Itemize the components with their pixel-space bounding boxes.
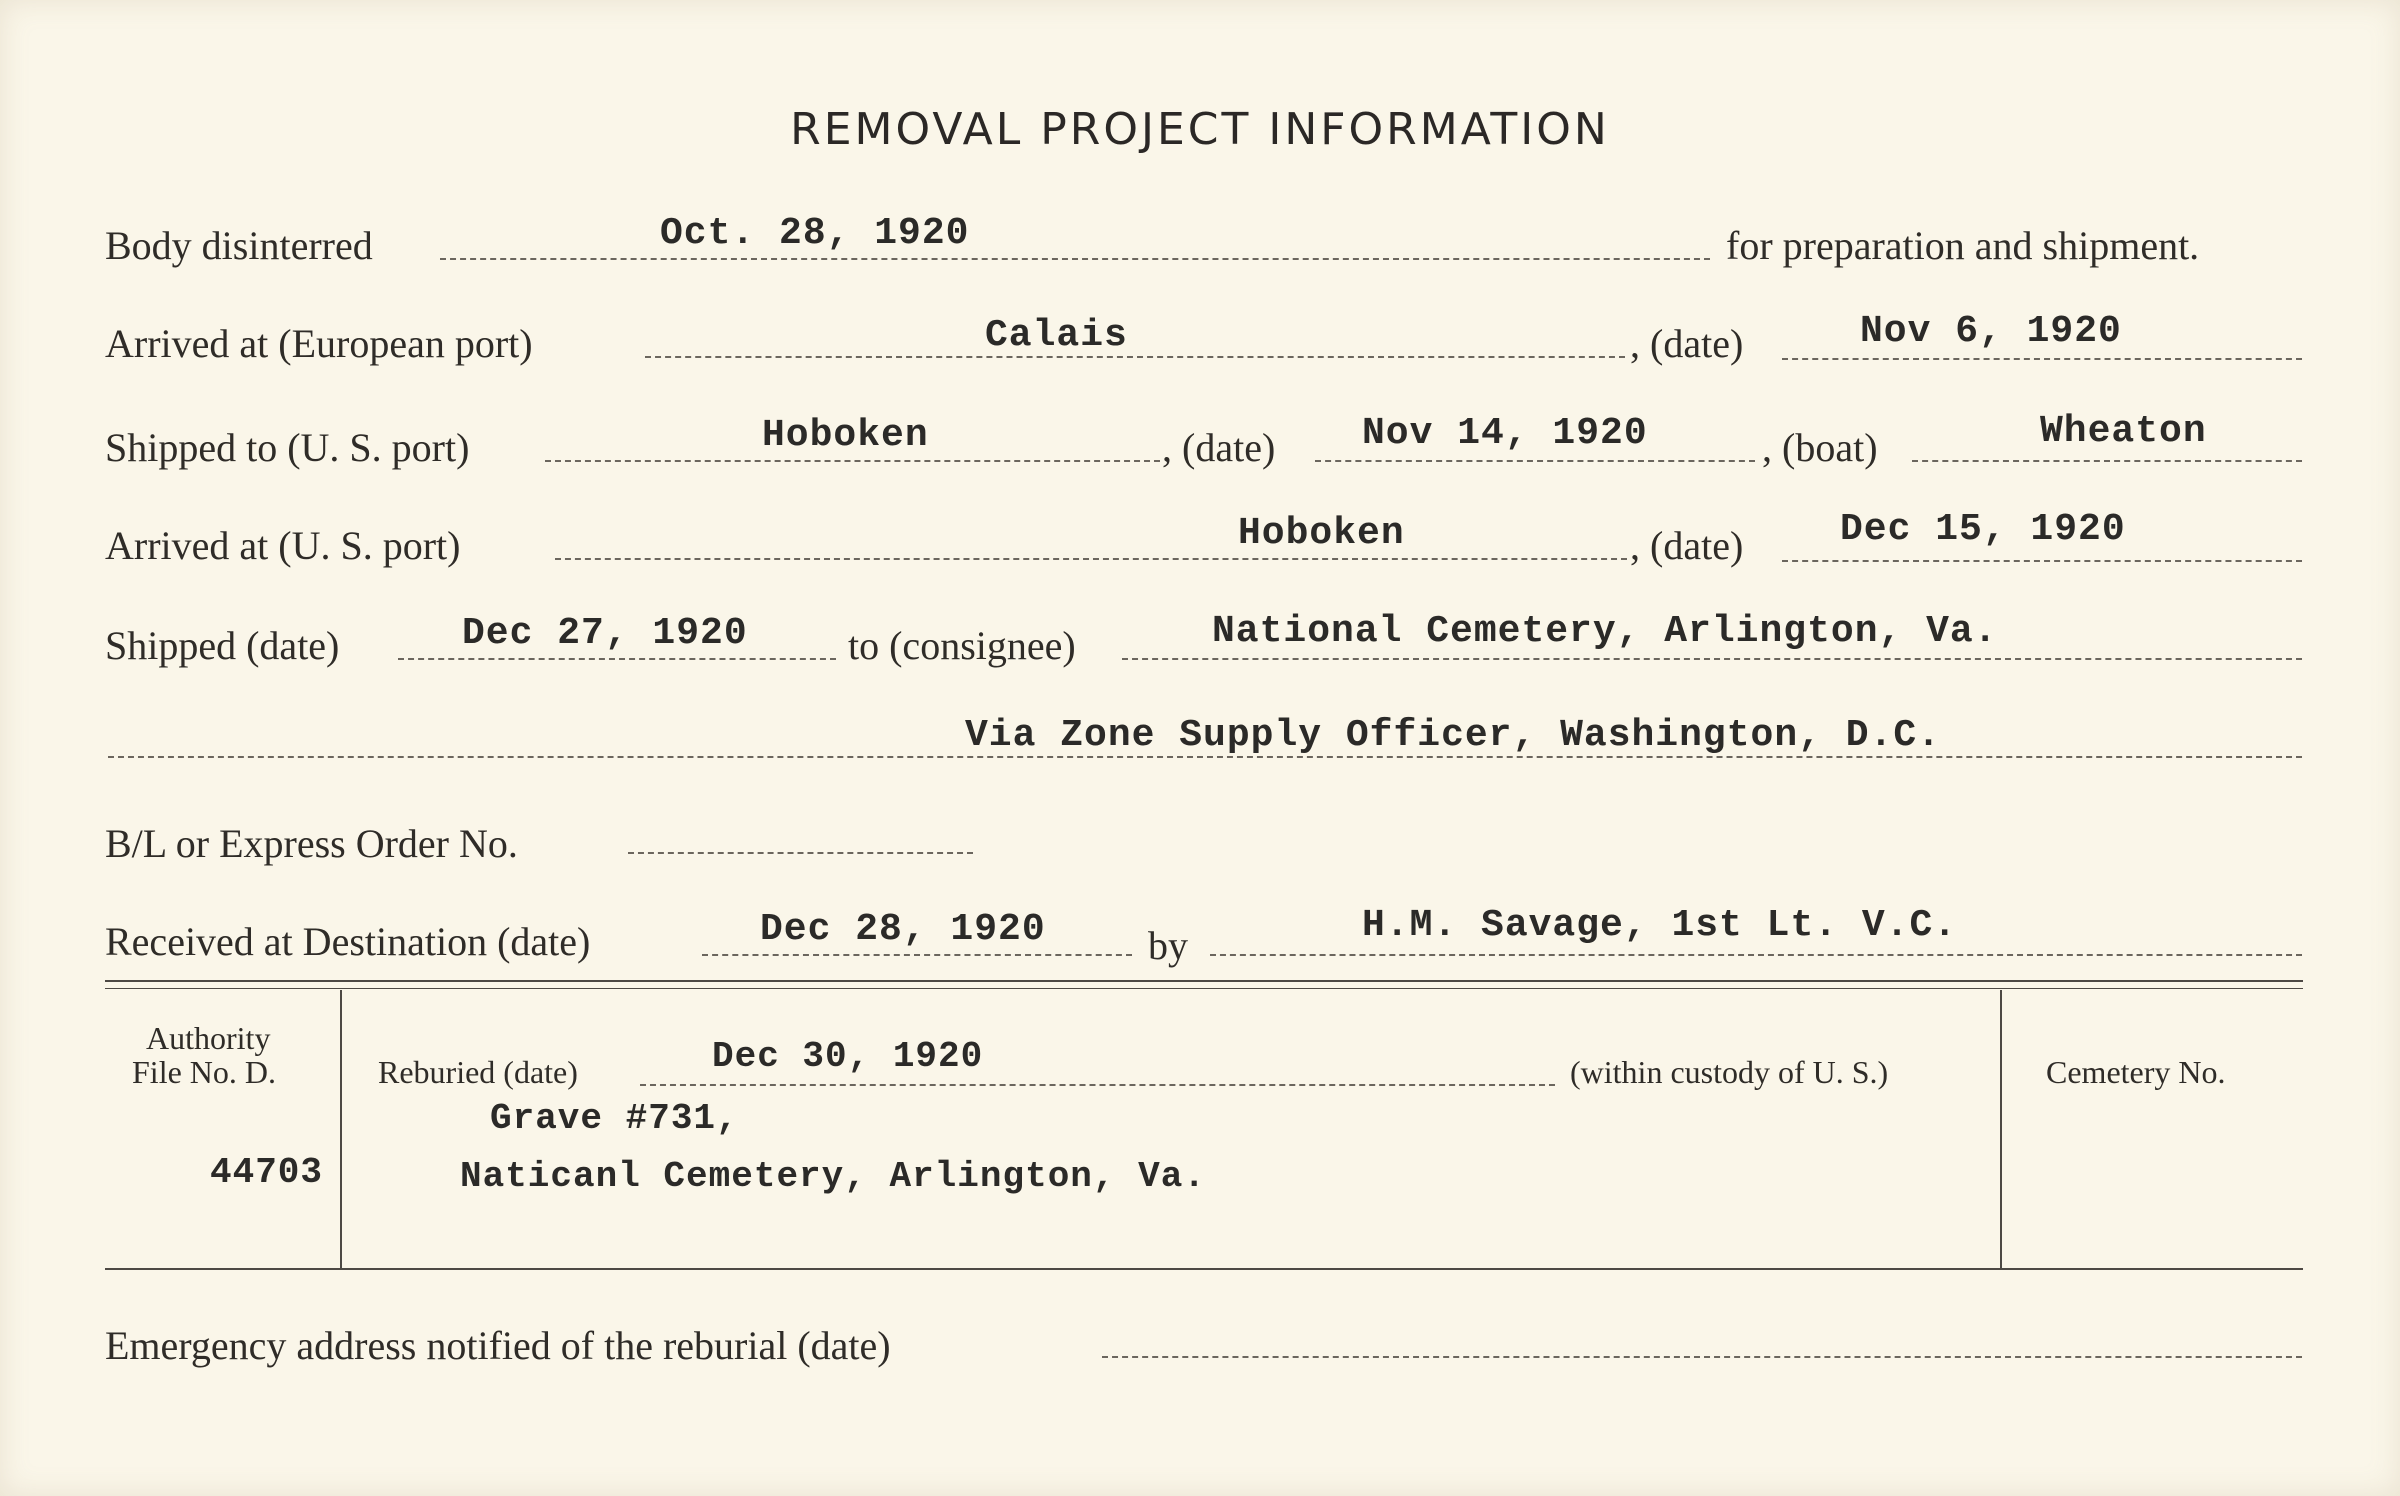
received-date: Dec 28, 1920 — [760, 908, 1046, 951]
reburied-date: Dec 30, 1920 — [712, 1036, 984, 1077]
received-label: Received at Destination (date) — [105, 919, 591, 964]
disinterred-suffix: for preparation and shipment. — [1726, 223, 2200, 268]
disinterred-label: Body disinterred — [105, 223, 373, 268]
emergency-line — [1102, 1356, 2302, 1358]
box-divider-right — [2000, 990, 2002, 1268]
bl-line — [628, 852, 973, 854]
reburied-label: Reburied (date) — [378, 1054, 578, 1090]
received-by-value: H.M. Savage, 1st Lt. V.C. — [1362, 904, 1958, 947]
shipped-us-date-line — [1315, 460, 1755, 462]
received-by-label: by — [1148, 923, 1188, 968]
arrived-us-date-line — [1782, 560, 2302, 562]
shipped-date-label: Shipped (date) — [105, 623, 340, 668]
consignee-label: to (consignee) — [848, 623, 1076, 668]
cemetery-no-label: Cemetery No. — [2046, 1054, 2226, 1090]
arrived-us-label: Arrived at (U. S. port) — [105, 523, 461, 568]
arrived-us-date-label: , (date) — [1630, 523, 1744, 568]
european-port-label: Arrived at (European port) — [105, 321, 533, 366]
boat-label: , (boat) — [1762, 425, 1878, 470]
reburied-line — [640, 1084, 1555, 1086]
european-port-value: Calais — [985, 314, 1128, 357]
shipped-us-label: Shipped to (U. S. port) — [105, 425, 470, 470]
shipped-date-line — [398, 658, 836, 660]
authority-label: Authority — [146, 1020, 271, 1056]
european-date-value: Nov 6, 1920 — [1860, 310, 2122, 353]
european-date-line — [1782, 358, 2302, 360]
boat-line — [1912, 460, 2302, 462]
location-line: Naticanl Cemetery, Arlington, Va. — [460, 1156, 1206, 1197]
grave-line: Grave #731, — [490, 1098, 739, 1139]
shipped-date-value: Dec 27, 1920 — [462, 612, 748, 655]
box-top-rule — [105, 980, 2303, 982]
via-value: Via Zone Supply Officer, Washington, D.C. — [965, 714, 1941, 757]
shipped-us-line — [545, 460, 1160, 462]
shipped-us-port: Hoboken — [762, 414, 929, 457]
disinterred-line — [440, 258, 1710, 260]
received-date-line — [702, 954, 1132, 956]
received-by-line — [1210, 954, 2302, 956]
arrived-us-port: Hoboken — [1238, 512, 1405, 555]
file-no-value: 44703 — [210, 1152, 324, 1193]
consignee-line — [1122, 658, 2302, 660]
custody-label: (within custody of U. S.) — [1570, 1054, 1889, 1090]
disinterred-value: Oct. 28, 1920 — [660, 212, 970, 255]
consignee-value: National Cemetery, Arlington, Va. — [1212, 610, 1998, 653]
file-no-label: File No. D. — [132, 1054, 276, 1090]
bl-label: B/L or Express Order No. — [105, 821, 518, 866]
arrived-us-line — [555, 558, 1627, 560]
european-port-line — [645, 356, 1625, 358]
european-date-label: , (date) — [1630, 321, 1744, 366]
arrived-us-date: Dec 15, 1920 — [1840, 508, 2126, 551]
shipped-us-date: Nov 14, 1920 — [1362, 412, 1648, 455]
box-top-rule-2 — [105, 988, 2303, 989]
box-divider-left — [340, 990, 342, 1268]
emergency-label: Emergency address notified of the reburial (date) — [105, 1323, 891, 1368]
shipped-us-date-label: , (date) — [1162, 425, 1276, 470]
box-bottom-rule — [105, 1268, 2303, 1270]
card-title: REMOVAL PROJECT INFORMATION — [790, 104, 1610, 155]
boat-value: Wheaton — [2040, 410, 2207, 453]
